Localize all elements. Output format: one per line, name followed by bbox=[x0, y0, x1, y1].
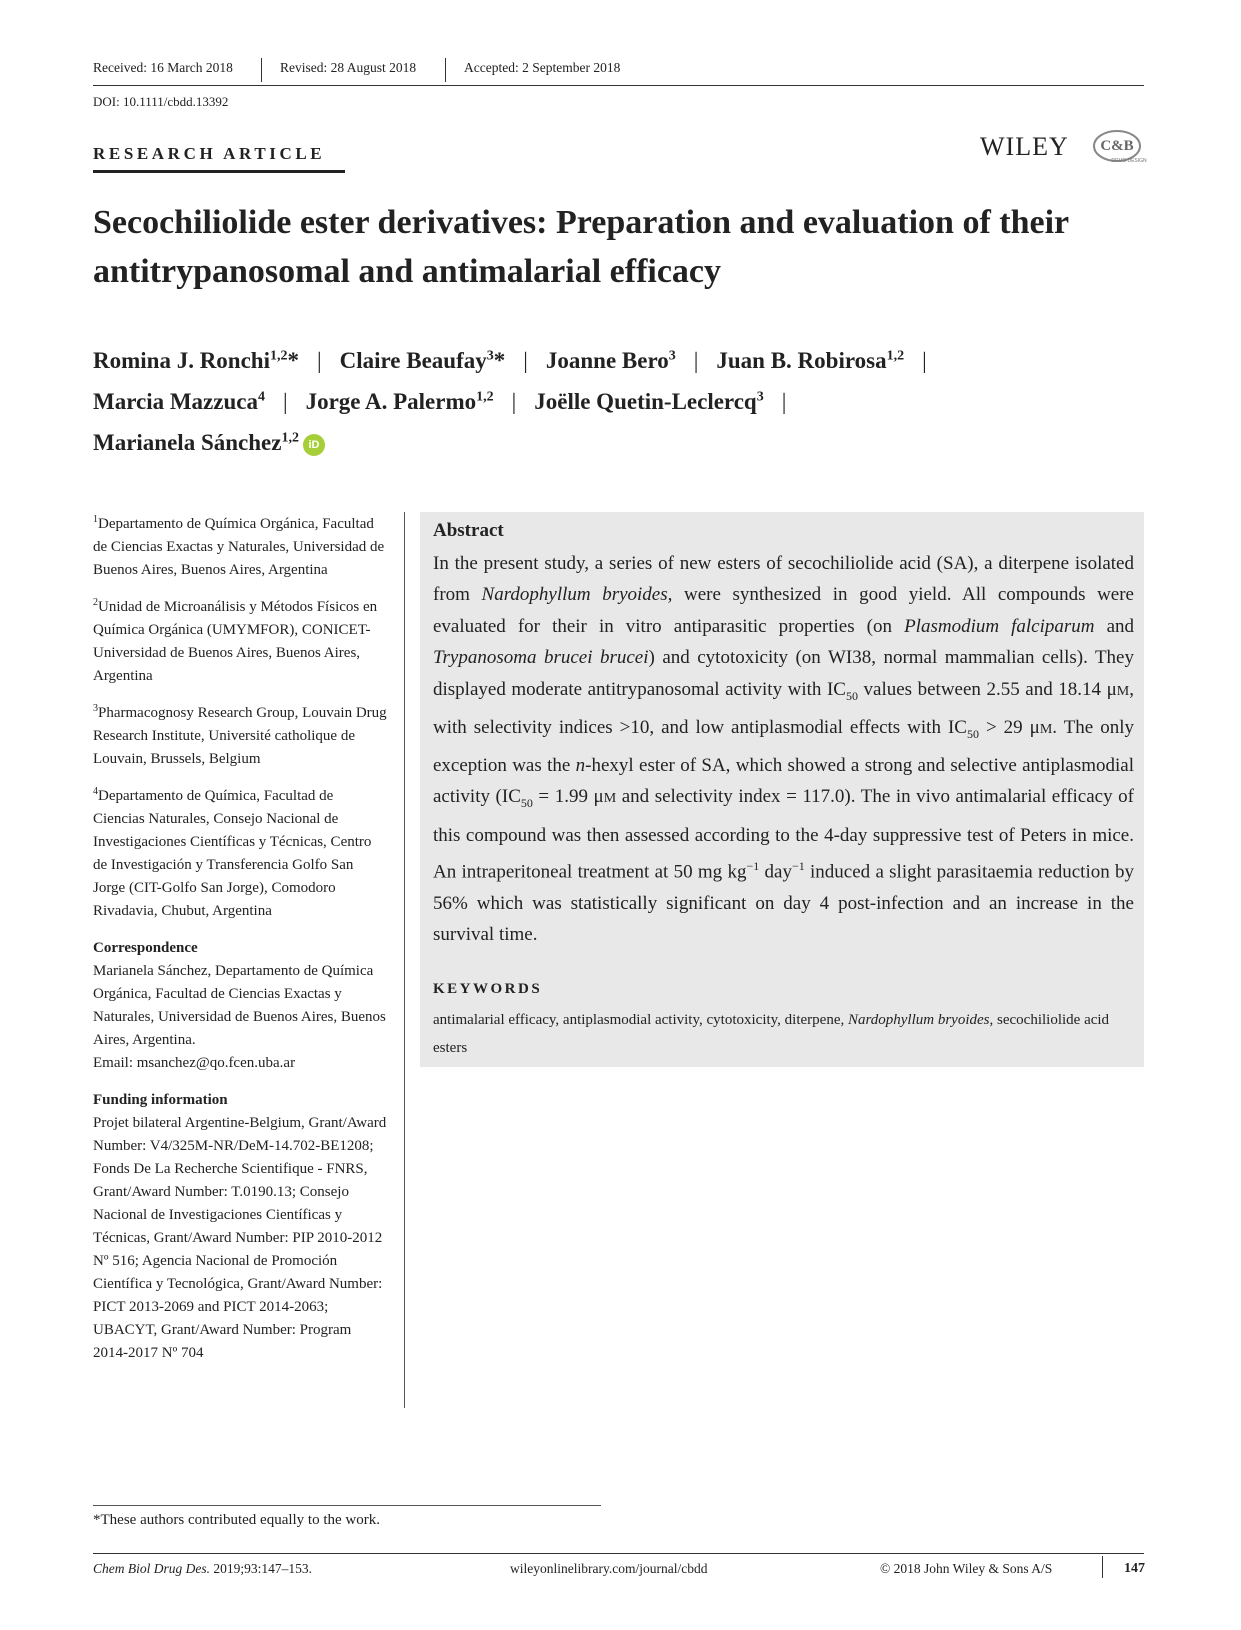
accepted-date: Accepted: 2 September 2018 bbox=[464, 60, 621, 75]
svg-text:DRUG DESIGN: DRUG DESIGN bbox=[1111, 158, 1147, 164]
funding-heading: Funding information bbox=[93, 1092, 228, 1108]
footnote-rule bbox=[93, 1505, 601, 1506]
article-title: Secochiliolide ester derivatives: Preparation and evaluation of their antitrypanosomal and antimalarial efficacy bbox=[93, 204, 1069, 290]
author-name[interactable]: Romina J. Ronchi$^{1,2}$* bbox=[93, 348, 299, 373]
history-divider bbox=[261, 58, 262, 82]
keywords-text: antimalarial efficacy, antiplasmodial activity, cytotoxicity, diterpene, Nardophyllum bryoides, secochiliolide acid esters bbox=[433, 1012, 1110, 1056]
affiliation: $^2$Unidad de Microanálisis y Métodos Físicos en Química Orgánica (UMYMFOR), CONICET-Universidad de Buenos Aires, Buenos Aires, Argentina bbox=[93, 597, 378, 684]
correspondence-text: Marianela Sánchez, Departamento de Química Orgánica, Facultad de Ciencias Exactas y Naturales, Universidad de Buenos Aires, Buenos Aires, Argentina. bbox=[93, 963, 386, 1048]
received-date: Received: 16 March 2018 bbox=[93, 60, 233, 75]
author-name[interactable]: Jorge A. Palermo$^{1,2}$ bbox=[305, 389, 494, 414]
footer-divider bbox=[1102, 1556, 1103, 1578]
author-line bbox=[93, 422, 1153, 463]
copyright: © 2018 John Wiley & Sons A/S bbox=[880, 1561, 1053, 1576]
column-divider bbox=[404, 512, 405, 1408]
citation: Chem Biol Drug Des. 2019;93:147–153. bbox=[93, 1561, 313, 1576]
affiliation: $^3$Pharmacognosy Research Group, Louvain Drug Research Institute, Université catholique de Louvain, Brussels, Belgium bbox=[93, 703, 387, 767]
journal-logo-icon bbox=[1092, 128, 1147, 166]
footnote: *These authors contributed equally to the work. bbox=[93, 1512, 381, 1528]
affiliations-column bbox=[93, 508, 388, 1374]
author-name[interactable]: Marianela Sánchez$^{1,2}$ bbox=[93, 430, 299, 455]
affiliation: $^1$Departamento de Química Orgánica, Facultad de Ciencias Exactas y Naturales, Universidad de Buenos Aires, Buenos Aires, Argentina bbox=[93, 514, 385, 578]
article-type: RESEARCH ARTICLE bbox=[93, 144, 326, 163]
keywords-heading: KEYWORDS bbox=[433, 981, 543, 997]
revised-date: Revised: 28 August 2018 bbox=[280, 60, 417, 75]
footer-rule bbox=[93, 1553, 1144, 1554]
correspondence-email[interactable]: Email: msanchez@qo.fcen.uba.ar bbox=[93, 1055, 296, 1071]
svg-text:C&B: C&B bbox=[1100, 138, 1134, 154]
author-line: Marcia Mazzuca$^4$ | Jorge A. Palermo$^{1,2}$ | Joëlle Quetin-Leclercq$^3$ | bbox=[93, 389, 787, 414]
doi[interactable]: DOI: 10.1111/cbdd.13392 bbox=[93, 94, 229, 109]
correspondence-heading: Correspondence bbox=[93, 940, 198, 956]
publisher-logo: WILEY bbox=[980, 132, 1069, 161]
author-list bbox=[93, 340, 1153, 463]
author-name[interactable]: Claire Beaufay$^3$* bbox=[339, 348, 506, 373]
author-name[interactable]: Joanne Bero$^3$ bbox=[545, 348, 676, 373]
abstract-text: In the present study, a series of new esters of secochiliolide acid (SA), a diterpene isolated from Nardophyllum bryoides, were synthesized in good yield. All compounds were evaluated for their in vitro antiparasitic properties (on Plasmodium falciparum and Trypanosoma brucei brucei) and cytotoxicity (on WI38, normal mammalian cells). They displayed moderate antitrypanosomal activity with $IC_{50}$ values between 2.55 and 18.14 μM, with selectivity indices >10, and low antiplasmodial effects with $IC_{50} > 29$ μM. The only exception was the n-hexyl ester of SA, which showed a strong and selective antiplasmodial activity ($IC_{50} = 1.99$ μM and selectivity index = 117.0). The in vivo antimalarial efficacy of this compound was then assessed according to the 4-day suppressive test of Peters in mice. An intraperitoneal treatment at 50 mg $kg^{-1}$ day$^{-1}$ induced a slight parasitaemia reduction by 56% which was statistically significant on day 4 post-infection and an increase in the survival time. bbox=[433, 553, 1135, 946]
affiliation: $^4$Departamento de Química, Facultad de Ciencias Naturales, Consejo Nacional de Investigaciones Científicas y Técnicas, Centro de Investigación y Transferencia Golfo San Jorge (CIT-Golfo San Jorge), Comodoro Rivadavia, Chubut, Argentina bbox=[93, 786, 372, 919]
journal-url[interactable]: wileyonlinelibrary.com/journal/cbdd bbox=[510, 1561, 708, 1576]
history-divider bbox=[445, 58, 446, 82]
author-name[interactable]: Juan B. Robirosa$^{1,2}$ bbox=[716, 348, 905, 373]
author-line: Romina J. Ronchi$^{1,2}$* | Claire Beaufay$^3$* | Joanne Bero$^3$ | Juan B. Robirosa$^{1,2}$ | bbox=[93, 348, 927, 373]
header-rule bbox=[93, 85, 1144, 86]
author-name[interactable]: Joëlle Quetin-Leclercq$^3$ bbox=[534, 389, 764, 414]
page-number: 147 bbox=[1124, 1561, 1145, 1576]
abstract-heading: Abstract bbox=[433, 520, 504, 541]
orcid-icon[interactable]: iD bbox=[303, 434, 325, 456]
funding-text: Projet bilateral Argentine-Belgium, Grant/Award Number: V4/325M-NR/DeM-14.702-BE1208; Fonds De La Recherche Scientifique - FNRS, Grant/Award Number: T.0190.13; Consejo Nacional de Investigaciones Científicas y Técnicas, Grant/Award Number: PIP 2010-2012 Nº 516; Agencia Nacional de Promoción Científica y Tecnológica, Grant/Award Number: PICT 2013-2069 and PICT 2014-2063; UBACYT, Grant/Award Number: Program 2014-2017 Nº 704 bbox=[93, 1115, 387, 1361]
author-name[interactable]: Marcia Mazzuca$^4$ bbox=[93, 389, 265, 414]
article-type-underline bbox=[93, 170, 345, 173]
